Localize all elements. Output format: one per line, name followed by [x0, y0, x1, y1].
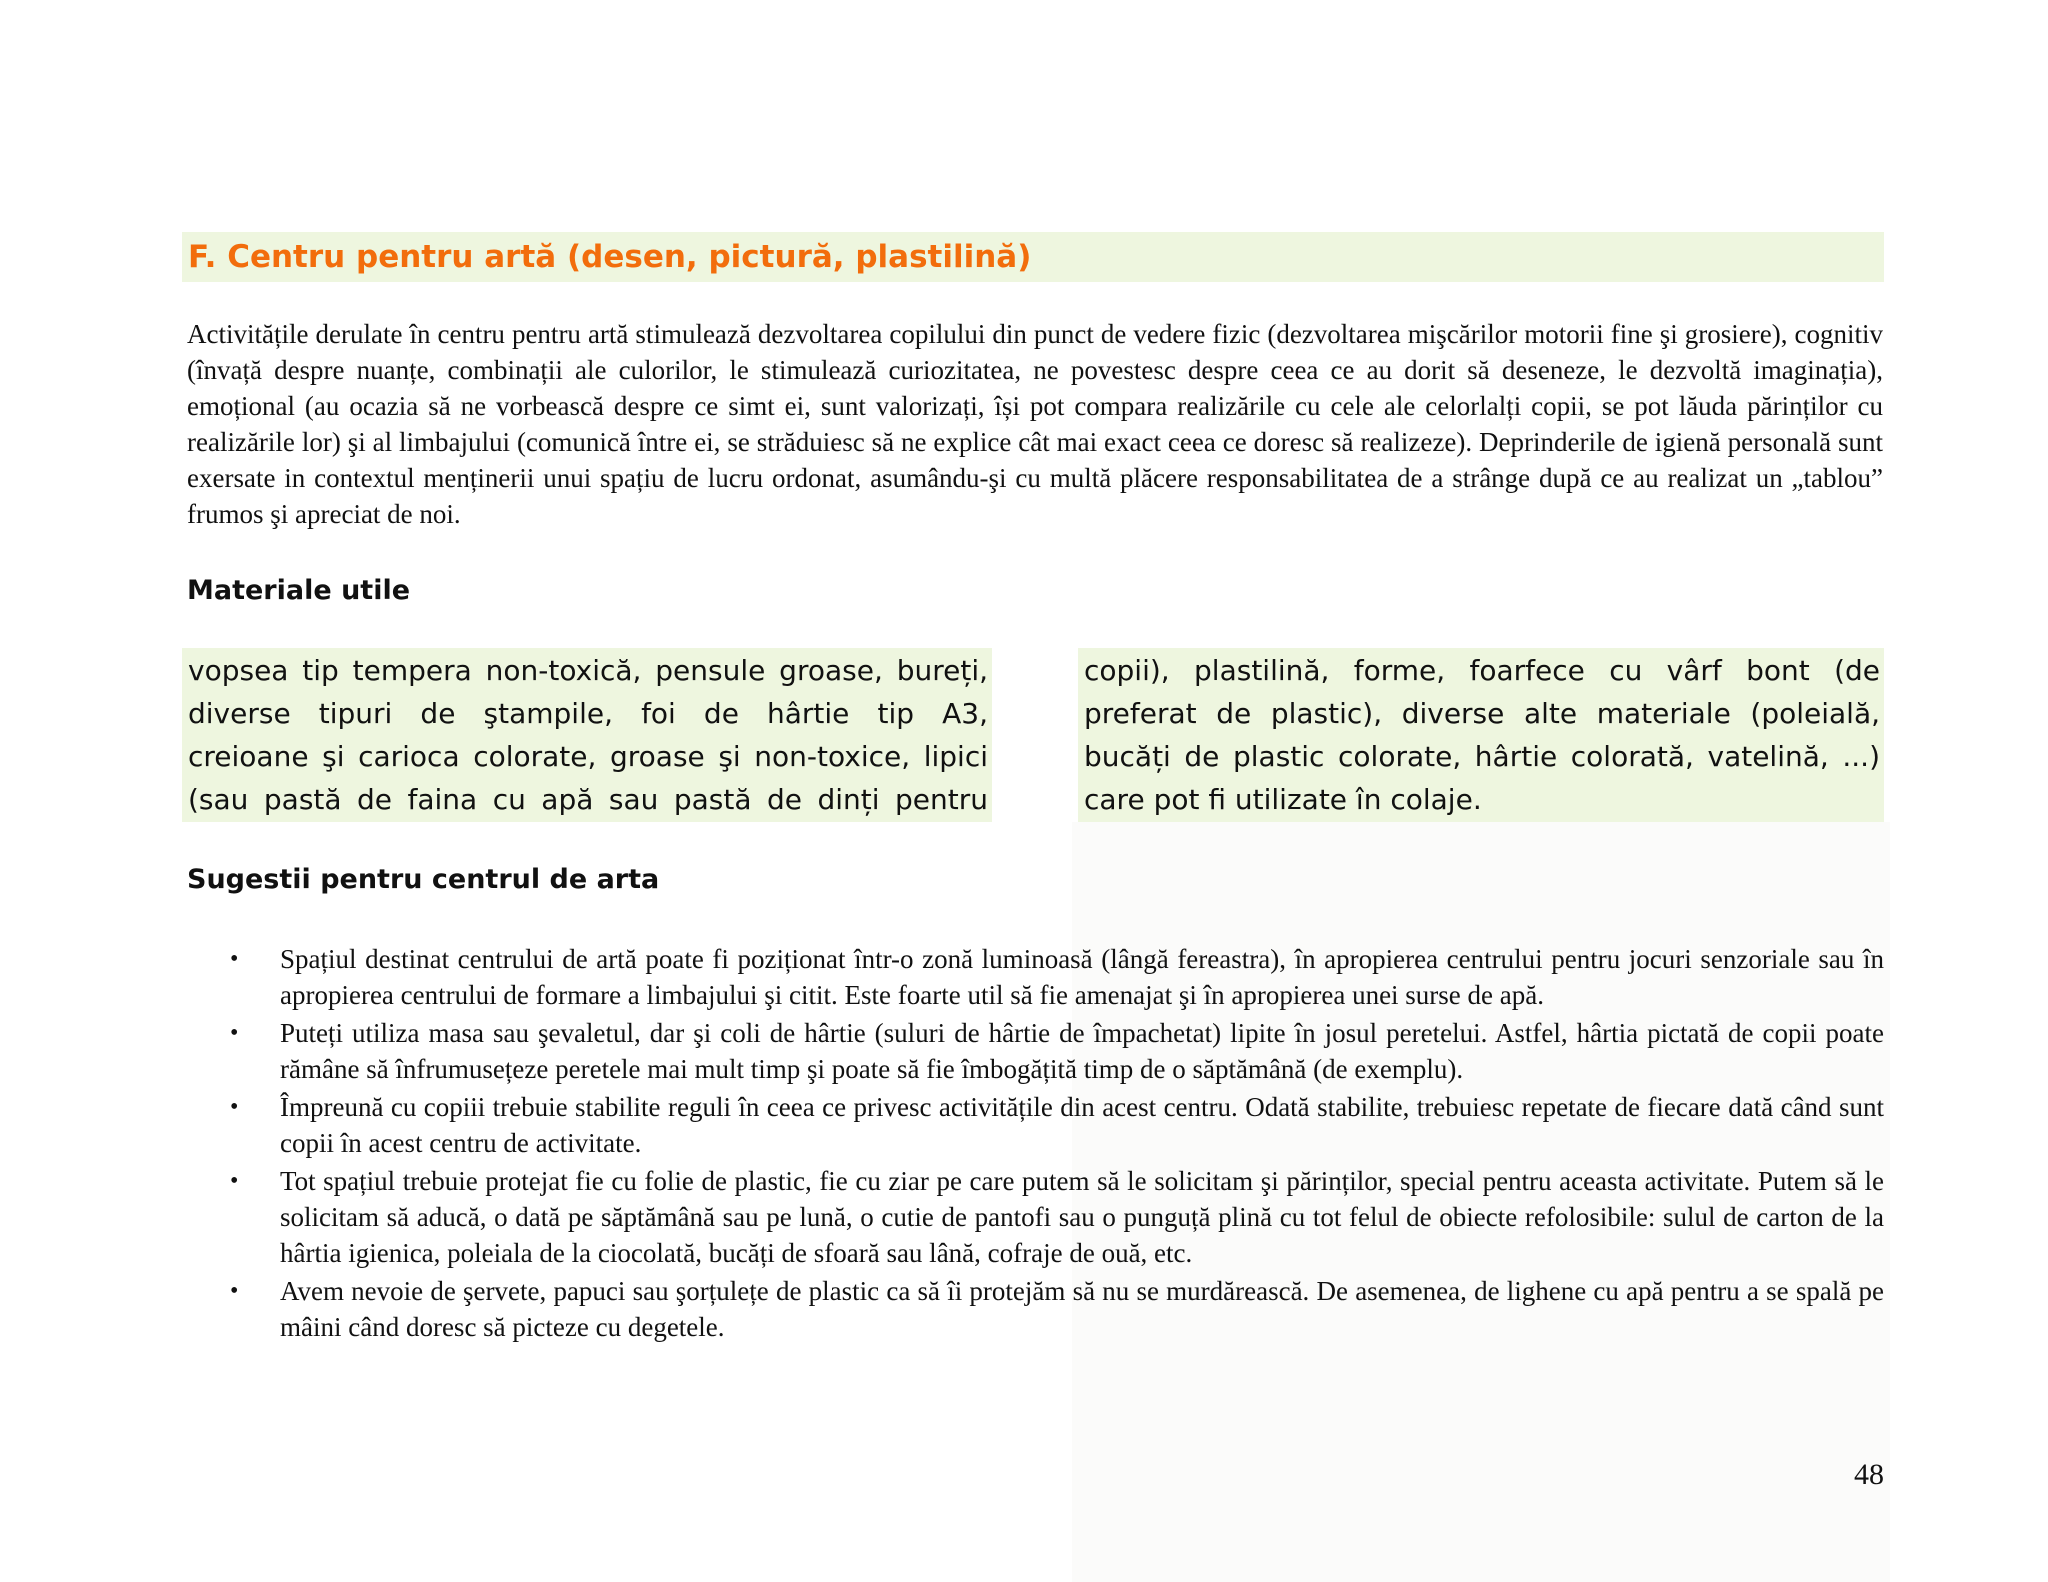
bullet-icon: • [230, 1020, 239, 1046]
materials-line: vopsea tip tempera non-toxică, pensule groase, bureți, [188, 654, 988, 687]
materials-column-right [1078, 648, 1884, 822]
materials-line: diverse tipuri de ştampile, foi de hârtie tip A3, [188, 697, 988, 730]
list-item [230, 1163, 1884, 1271]
materials-line: care pot fi utilizate în colaje. [1084, 783, 1482, 816]
list-item-text: Spațiul destinat centrului de artă poate fi poziționat într-o zonă luminoasă (lângă fereastra), în apropierea centrului pentru jocuri senzoriale sau în apropierea centrului de formare a limbajului şi citit. Este foarte util să fie amenajat şi în apropierea unei surse de apă. [280, 944, 1884, 1010]
section-title: F. Centru pentru artă (desen, pictură, plastilină) [182, 232, 1884, 282]
suggestions-heading: Sugestii pentru centrul de arta [187, 864, 660, 895]
intro-paragraph: Activitățile derulate în centru pentru artă stimulează dezvoltarea copilului din punct de vedere fizic (dezvoltarea mişcărilor motorii fine şi grosiere), cognitiv (învață despre nuanțe, combinații ale culorilor, le stimulează curiozitatea, ne povestesc despre ceea ce au dorit să deseneze, le dezvoltă imaginația), emoțional (au ocazia să ne vorbească despre ce simt ei, sunt valorizați, își pot compara realizările cu cele ale celorlalți copii, se pot lăuda părinților cu realizările lor) şi al limbajului (comunică între ei, se străduiesc să ne explice cât mai exact ceea ce doresc să realizeze). Deprinderile de igienă personală sunt exersate in contextul menținerii unui spațiu de lucru ordonat, asumându-şi cu multă plăcere responsabilitatea de a strânge după ce au realizat un „tablou” frumos şi apreciat de noi. [187, 319, 1883, 529]
materials-line: copii), plastilină, forme, foarfece cu vârf bont (de [1084, 654, 1880, 687]
materials-line: bucăți de plastic colorate, hârtie colorată, vatelină, ...) [1084, 740, 1880, 773]
bullet-icon: • [230, 1168, 239, 1194]
suggestions-list [230, 941, 1884, 1347]
list-item-text: Puteți utiliza masa sau şevaletul, dar şi coli de hârtie (suluri de hârtie de împachetat) lipite în josul peretelui. Astfel, hârtia pictată de copii poate rămâne să înfrumusețeze peretele mai mult timp şi poate să fie îmbogățită timp de o săptămână (de exemplu). [280, 1018, 1884, 1084]
list-item-text: Avem nevoie de şervete, papuci sau şorțulețe de plastic ca să îi protejăm să nu se murdărească. De asemenea, de lighene cu apă pentru a se spală pe mâini când doresc să picteze cu degetele. [280, 1276, 1884, 1342]
materials-line: preferat de plastic), diverse alte materiale (poleială, [1084, 697, 1880, 730]
list-item-text: Împreună cu copiii trebuie stabilite reguli în ceea ce privesc activitățile din acest centru. Odată stabilite, trebuiesc repetate de fiecare dată când sunt copii în acest centru de activitate. [280, 1092, 1884, 1158]
materials-line: (sau pastă de faina cu apă sau pastă de dinți pentru [188, 783, 988, 816]
list-item [230, 1273, 1884, 1345]
materials-heading: Materiale utile [187, 575, 411, 606]
list-item [230, 941, 1884, 1013]
list-item [230, 1089, 1884, 1161]
list-item [230, 1015, 1884, 1087]
list-item-text: Tot spațiul trebuie protejat fie cu folie de plastic, fie cu ziar pe care putem să le solicitam şi părinților, special pentru aceasta activitate. Putem să le solicitam să aducă, o dată pe săptămână sau pe lună, o cutie de pantofi sau o punguță plină cu tot felul de obiecte refolosibile: sulul de carton de la hârtia igienica, poleiala de la ciocolată, bucăți de sfoară sau lână, cofraje de ouă, etc. [280, 1166, 1884, 1268]
page-number: 48 [1854, 1458, 1884, 1491]
materials-line: creioane şi carioca colorate, groase şi non-toxice, lipici [188, 740, 988, 773]
bullet-icon: • [230, 946, 239, 972]
bullet-icon: • [230, 1094, 239, 1120]
materials-column-left [182, 648, 992, 822]
bullet-icon: • [230, 1278, 239, 1304]
